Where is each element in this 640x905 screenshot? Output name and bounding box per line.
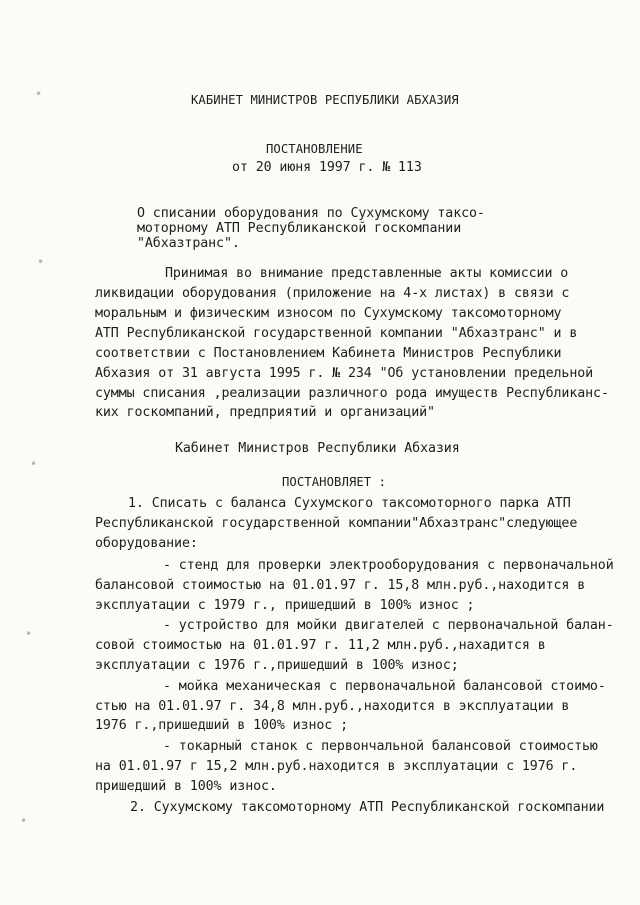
scan-speck: • <box>20 814 28 828</box>
item1-line-12: 1976 г.,пришедший в 100% износ ; <box>95 718 348 733</box>
item1-line-6: эксплуатации с 1979 г., пришедший в 100% износ ; <box>95 598 475 613</box>
doc-type-title: ПОСТАНОВЛЕНИЕ <box>266 142 363 156</box>
subject-line-2: моторному АТП Республиканской госкомпании <box>137 221 462 236</box>
item2-line-1: 2. Сухумскому таксомоторному АТП Республиканской госкомпании <box>130 800 605 815</box>
preamble-line-8: ких госкомпаний, предприятий и организаций" <box>95 405 435 420</box>
item1-line-7: - устройство для мойки двигателей с первоначальной балан- <box>163 618 614 633</box>
item1-line-8: совой стоимостью на 01.01.97 г. 11,2 млн.руб.,нахадится в <box>95 638 546 653</box>
subject-line-3: "Абхазтранс". <box>137 236 240 251</box>
preamble-line-7: суммы списания ,реализации различного рода имуществ Республиканс- <box>95 386 609 401</box>
subject-line-1: О списании оборудования по Сухумскому таксо- <box>137 206 485 221</box>
scan-speck: • <box>37 255 45 269</box>
preamble-line-4: АТП Республиканской государственной компании "Абхазтранс" и в <box>95 326 578 341</box>
preamble-line-2: ликвидации оборудования (приложение на 4-х листах) в связи с <box>95 286 570 301</box>
preamble-line-5: соответствии с Постановлением Кабинета Министров Республики <box>95 346 562 361</box>
resolves-line: ПОСТАНОВЛЯЕТ : <box>282 475 387 489</box>
item1-line-4: - стенд для проверки электрооборудования с первоначальной <box>163 558 614 573</box>
cabinet-header: КАБИНЕТ МИНИСТРОВ РЕСПУБЛИКИ АБХАЗИЯ <box>191 93 459 107</box>
preamble-line-6: Абхазия от 31 августа 1995 г. № 234 "Об установлении предельной <box>95 366 594 381</box>
item1-line-11: стью на 01.01.97 г. 34,8 млн.руб.,находится в эксплуатации в <box>95 699 570 714</box>
date-number-line: от 20 июня 1997 г. № 113 <box>232 160 422 175</box>
item1-line-3: оборудование: <box>95 536 198 551</box>
item1-line-15: пришедший в 100% износ. <box>95 779 277 794</box>
preamble-line-3: моральным и физическим износом по Сухумскому таксомоторному <box>95 306 562 321</box>
preamble-line-1: Принимая во внимание представленные акты комиссии о <box>165 266 569 281</box>
scan-speck: • <box>30 457 38 471</box>
issuer-line: Кабинет Министров Республики Абхазия <box>175 441 460 456</box>
scan-speck: • <box>35 87 43 101</box>
scan-speck: • <box>25 627 33 641</box>
item1-line-1: 1. Списать с баланса Сухумского таксомоторного парка АТП <box>128 496 571 511</box>
item1-line-10: - мойка механическая с первоначальной балансовой стоимо- <box>163 679 606 694</box>
item1-line-9: эксплуатации с 1976 г.,пришедший в 100% износ; <box>95 658 459 673</box>
item1-line-2: Республиканской государственной компании"Абхазтранс"следующее <box>95 516 578 531</box>
item1-line-5: балансовой стоимостью на 01.01.97 г. 15,8 млн.руб.,находится в <box>95 578 586 593</box>
item1-line-14: на 01.01.97 г 15,2 млн.руб.находится в эксплуатации с 1976 г. <box>95 759 578 774</box>
item1-line-13: - токарный станок с первончальной балансовой стоимостью <box>163 739 598 754</box>
